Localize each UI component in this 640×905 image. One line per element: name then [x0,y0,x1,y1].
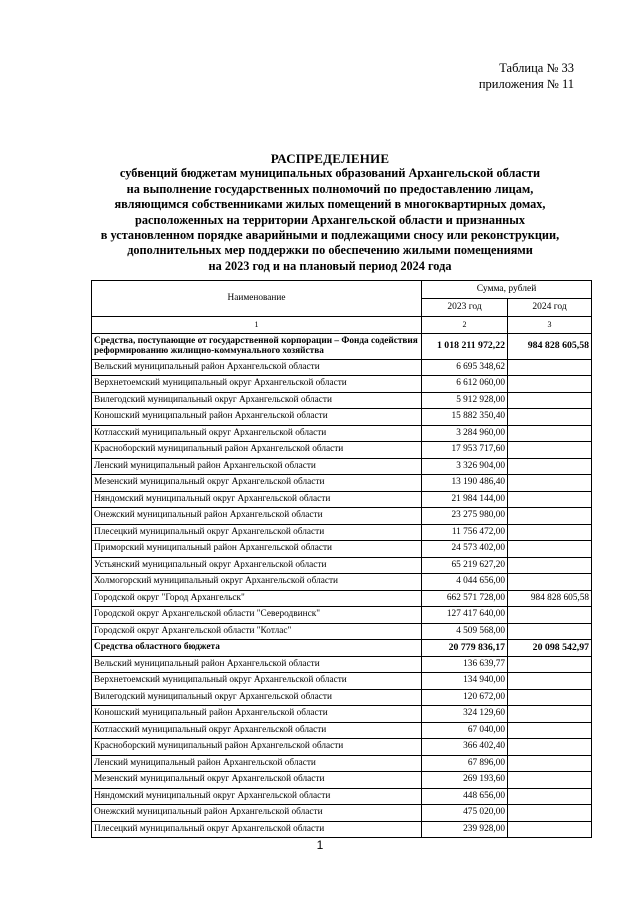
column-header-2024: 2024 год [508,299,592,317]
section-row-fund [92,333,592,359]
table-row [92,788,592,805]
amount-2024 [508,689,592,706]
section-total-2023: 1 018 211 972,22 [422,333,508,359]
title-line: на 2023 год и на плановый период 2024 года [208,258,452,273]
amount-2024 [508,475,592,492]
title-line: расположенных на территории Архангельской области и признанных [134,212,525,227]
table-row [92,557,592,574]
municipality-name: Устьянский муниципальный округ Архангельской области [92,557,422,574]
table-row [92,656,592,673]
amount-2023: 127 417 640,00 [422,607,508,624]
table-row [92,508,592,525]
title-line: являющимся собственниками жилых помещений в многоквартирных домах, [114,197,546,212]
amount-2024 [508,524,592,541]
amount-2024 [508,458,592,475]
municipality-name: Ленский муниципальный район Архангельской области [92,458,422,475]
amount-2024 [508,508,592,525]
table-row [92,491,592,508]
amount-2023: 3 326 904,00 [422,458,508,475]
section-name: Средства областного бюджета [92,640,422,657]
municipality-name: Верхнетоемский муниципальный округ Архангельской области [92,673,422,690]
amount-2024 [508,673,592,690]
column-header-name: Наименование [92,281,422,317]
amount-2024 [508,772,592,789]
table-row [92,821,592,838]
table-row [92,475,592,492]
municipality-name: Вилегодский муниципальный округ Архангельской области [92,392,422,409]
document-title [60,151,600,274]
table-row [92,524,592,541]
amount-2023: 4 509 568,00 [422,623,508,640]
municipality-name: Няндомский муниципальный округ Архангельской области [92,788,422,805]
table-row [92,442,592,459]
title-line: на выполнение государственных полномочий по предоставлению лицам, [126,181,534,196]
municipality-name: Вилегодский муниципальный округ Архангельской области [92,689,422,706]
table-reference [479,60,574,92]
table-row [92,706,592,723]
amount-2024 [508,739,592,756]
amount-2023: 11 756 472,00 [422,524,508,541]
amount-2023: 134 940,00 [422,673,508,690]
amount-2024 [508,376,592,393]
column-header-2023: 2023 год [422,299,508,317]
table-row [92,673,592,690]
amount-2024 [508,359,592,376]
municipality-name: Городской округ Архангельской области "Северодвинск" [92,607,422,624]
section-total-2023: 20 779 836,17 [422,640,508,657]
amount-2024 [508,541,592,558]
column-index: 2 [422,317,508,334]
table-row [92,541,592,558]
table-row [92,689,592,706]
amount-2024 [508,409,592,426]
amount-2023: 67 896,00 [422,755,508,772]
section-total-2024: 20 098 542,97 [508,640,592,657]
amount-2023: 239 928,00 [422,821,508,838]
amount-2023: 6 612 060,00 [422,376,508,393]
table-row [92,409,592,426]
amount-2024 [508,788,592,805]
title-heading: РАСПРЕДЕЛЕНИЕ [270,151,390,166]
table-row [92,607,592,624]
amount-2024 [508,557,592,574]
table-row [92,623,592,640]
column-header-sum: Сумма, рублей [422,281,592,299]
section-total-2024: 984 828 605,58 [508,333,592,359]
amount-2023: 15 882 350,40 [422,409,508,426]
table-row [92,458,592,475]
appendix-number: приложения № 11 [478,77,574,91]
amount-2023: 24 573 402,00 [422,541,508,558]
amount-2023: 448 656,00 [422,788,508,805]
amount-2023: 67 040,00 [422,722,508,739]
section-row-regional-budget [92,640,592,657]
municipality-name: Котласский муниципальный округ Архангельской области [92,722,422,739]
amount-2024 [508,755,592,772]
municipality-name: Плесецкий муниципальный округ Архангельской области [92,524,422,541]
regional-budget-rows [92,656,592,838]
amount-2023: 65 219 627,20 [422,557,508,574]
table-row [92,425,592,442]
amount-2023: 5 912 928,00 [422,392,508,409]
title-line: субвенций бюджетам муниципальных образований Архангельской области [119,166,541,181]
amount-2023: 120 672,00 [422,689,508,706]
municipality-name: Городской округ "Город Архангельск" [92,590,422,607]
amount-2024 [508,574,592,591]
table-row [92,590,592,607]
municipality-name: Приморский муниципальный район Архангельской области [92,541,422,558]
municipality-name: Городской округ Архангельской области "Котлас" [92,623,422,640]
municipality-name: Коношский муниципальный район Архангельской области [92,706,422,723]
table-row [92,772,592,789]
municipality-name: Холмогорский муниципальный округ Архангельской области [92,574,422,591]
municipality-name: Ленский муниципальный район Архангельской области [92,755,422,772]
municipality-name: Мезенский муниципальный округ Архангельской области [92,475,422,492]
municipality-name: Онежский муниципальный район Архангельской области [92,508,422,525]
amount-2024 [508,392,592,409]
amount-2023: 23 275 980,00 [422,508,508,525]
amount-2023: 475 020,00 [422,805,508,822]
municipality-name: Коношский муниципальный район Архангельской области [92,409,422,426]
municipality-name: Плесецкий муниципальный округ Архангельской области [92,821,422,838]
table-row [92,359,592,376]
municipality-name: Вельский муниципальный район Архангельской области [92,359,422,376]
table-row [92,805,592,822]
distribution-table [91,280,592,838]
amount-2024 [508,623,592,640]
fund-rows [92,359,592,640]
table-row [92,739,592,756]
table-row [92,722,592,739]
table-number: Таблица № 33 [499,61,574,75]
municipality-name: Мезенский муниципальный округ Архангельской области [92,772,422,789]
amount-2023: 4 044 656,00 [422,574,508,591]
table-row [92,574,592,591]
table-row [92,755,592,772]
amount-2023: 366 402,40 [422,739,508,756]
municipality-name: Красноборский муниципальный район Архангельской области [92,739,422,756]
amount-2024 [508,425,592,442]
amount-2023: 17 953 717,60 [422,442,508,459]
amount-2024 [508,805,592,822]
amount-2023: 662 571 728,00 [422,590,508,607]
municipality-name: Вельский муниципальный район Архангельской области [92,656,422,673]
table-row [92,376,592,393]
municipality-name: Онежский муниципальный район Архангельской области [92,805,422,822]
municipality-name: Верхнетоемский муниципальный округ Архангельской области [92,376,422,393]
column-index: 1 [92,317,422,334]
title-line: в установленном порядке аварийными и подлежащими сносу или реконструкции, [100,228,560,243]
amount-2023: 324 129,60 [422,706,508,723]
amount-2023: 21 984 144,00 [422,491,508,508]
municipality-name: Котласский муниципальный округ Архангельской области [92,425,422,442]
amount-2023: 6 695 348,62 [422,359,508,376]
amount-2024 [508,821,592,838]
amount-2024 [508,722,592,739]
table-row [92,392,592,409]
municipality-name: Няндомский муниципальный округ Архангельской области [92,491,422,508]
amount-2023: 269 193,60 [422,772,508,789]
amount-2023: 3 284 960,00 [422,425,508,442]
column-index: 3 [508,317,592,334]
amount-2023: 13 190 486,40 [422,475,508,492]
amount-2024 [508,491,592,508]
amount-2024 [508,656,592,673]
amount-2024 [508,706,592,723]
title-line: дополнительных мер поддержки по обеспечению жилыми помещениями [127,243,533,258]
amount-2024: 984 828 605,58 [508,590,592,607]
page-number: 1 [316,838,324,852]
section-name: Средства, поступающие от государственной корпорации – Фонда содействия реформированию жилищно-коммунального хозяйства [92,333,422,359]
municipality-name: Красноборский муниципальный район Архангельской области [92,442,422,459]
amount-2023: 136 639,77 [422,656,508,673]
amount-2024 [508,607,592,624]
amount-2024 [508,442,592,459]
